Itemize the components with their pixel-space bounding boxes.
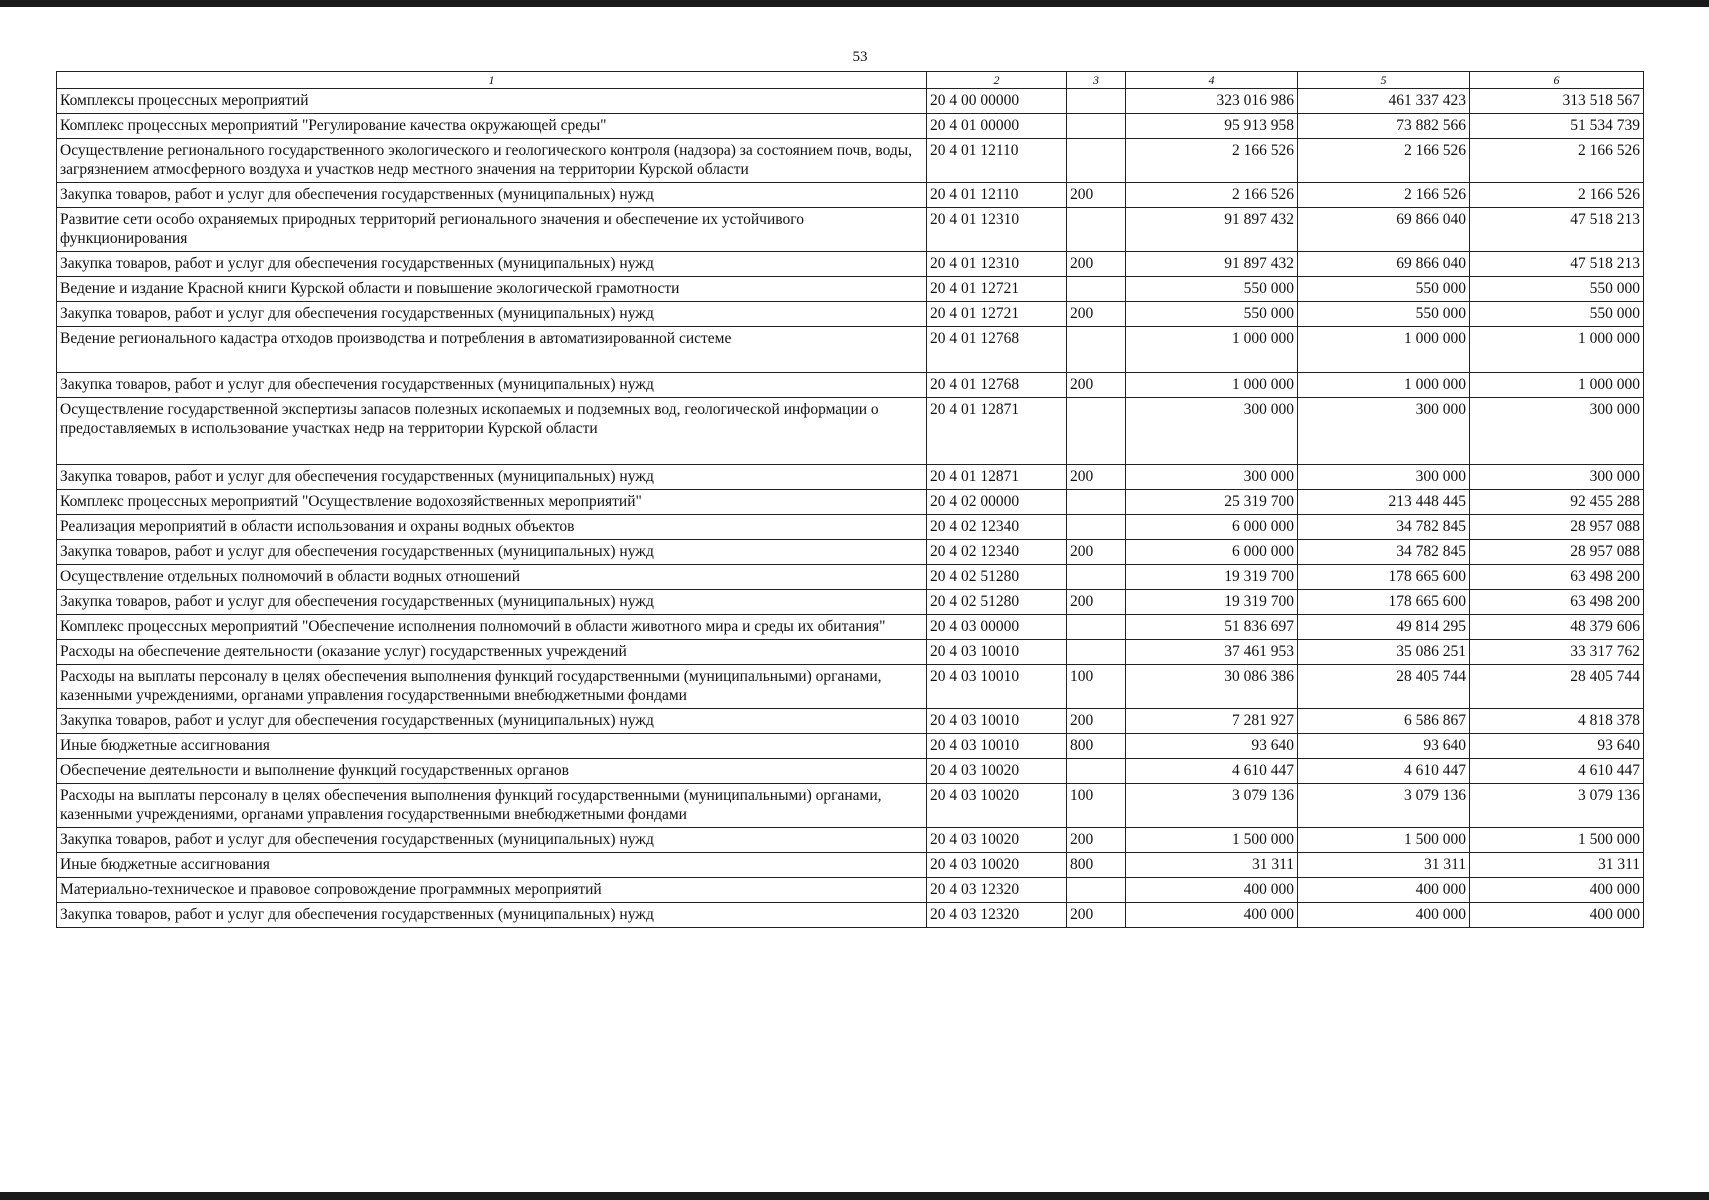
row-name-cell: Расходы на выплаты персоналу в целях обеспечения выполнения функций государственными (муниципальными) органами, казенными учреждениями, органами управления государственными внебюджетными фондами	[57, 665, 927, 709]
table-row	[57, 784, 1644, 828]
row-name-cell: Расходы на выплаты персоналу в целях обеспечения выполнения функций государственными (муниципальными) органами, казенными учреждениями, органами управления государственными внебюджетными фондами	[57, 784, 927, 828]
table-row	[57, 878, 1644, 903]
header-col-3: 3	[1067, 72, 1126, 89]
row-amount-col4-cell: 31 311	[1126, 853, 1298, 878]
row-amount-col4-cell: 25 319 700	[1126, 490, 1298, 515]
row-amount-col6-cell: 2 166 526	[1470, 183, 1644, 208]
header-col-2: 2	[927, 72, 1067, 89]
row-amount-col5-cell: 178 665 600	[1298, 590, 1470, 615]
row-amount-col5-cell: 28 405 744	[1298, 665, 1470, 709]
row-kvr-cell	[1067, 398, 1126, 465]
table-row	[57, 903, 1644, 928]
row-amount-col6-cell: 313 518 567	[1470, 89, 1644, 114]
row-amount-col4-cell: 6 000 000	[1126, 515, 1298, 540]
table-row	[57, 208, 1644, 252]
row-code-cell: 20 4 02 00000	[927, 490, 1067, 515]
row-name-cell: Комплекс процессных мероприятий "Обеспечение исполнения полномочий в области животного мира и среды их обитания"	[57, 615, 927, 640]
row-code-cell: 20 4 01 12721	[927, 277, 1067, 302]
row-code-cell: 20 4 01 12310	[927, 252, 1067, 277]
row-amount-col4-cell: 93 640	[1126, 734, 1298, 759]
row-amount-col5-cell: 73 882 566	[1298, 114, 1470, 139]
row-amount-col4-cell: 1 000 000	[1126, 327, 1298, 373]
row-kvr-cell: 200	[1067, 252, 1126, 277]
row-kvr-cell: 800	[1067, 734, 1126, 759]
row-kvr-cell: 200	[1067, 183, 1126, 208]
row-code-cell: 20 4 02 12340	[927, 540, 1067, 565]
row-code-cell: 20 4 02 51280	[927, 590, 1067, 615]
row-code-cell: 20 4 01 12721	[927, 302, 1067, 327]
row-name-cell: Ведение регионального кадастра отходов производства и потребления в автоматизированной системе	[57, 327, 927, 373]
row-name-cell: Осуществление отдельных полномочий в области водных отношений	[57, 565, 927, 590]
row-amount-col6-cell: 400 000	[1470, 878, 1644, 903]
row-amount-col4-cell: 2 166 526	[1126, 183, 1298, 208]
row-amount-col6-cell: 47 518 213	[1470, 208, 1644, 252]
row-code-cell: 20 4 01 00000	[927, 114, 1067, 139]
row-code-cell: 20 4 00 00000	[927, 89, 1067, 114]
row-amount-col4-cell: 323 016 986	[1126, 89, 1298, 114]
row-amount-col4-cell: 300 000	[1126, 398, 1298, 465]
row-code-cell: 20 4 03 10010	[927, 734, 1067, 759]
header-col-5: 5	[1298, 72, 1470, 89]
table-row	[57, 327, 1644, 373]
row-amount-col5-cell: 213 448 445	[1298, 490, 1470, 515]
row-kvr-cell	[1067, 139, 1126, 183]
header-col-1: 1	[57, 72, 927, 89]
table-row	[57, 515, 1644, 540]
row-amount-col5-cell: 550 000	[1298, 277, 1470, 302]
row-code-cell: 20 4 03 00000	[927, 615, 1067, 640]
row-kvr-cell: 200	[1067, 709, 1126, 734]
row-amount-col5-cell: 178 665 600	[1298, 565, 1470, 590]
row-code-cell: 20 4 03 10010	[927, 640, 1067, 665]
row-name-cell: Ведение и издание Красной книги Курской области и повышение экологической грамотности	[57, 277, 927, 302]
row-amount-col5-cell: 3 079 136	[1298, 784, 1470, 828]
row-kvr-cell	[1067, 208, 1126, 252]
row-amount-col4-cell: 550 000	[1126, 277, 1298, 302]
row-kvr-cell	[1067, 490, 1126, 515]
row-amount-col5-cell: 31 311	[1298, 853, 1470, 878]
scan-edge-bottom	[0, 1192, 1709, 1200]
row-code-cell: 20 4 03 12320	[927, 903, 1067, 928]
row-amount-col5-cell: 93 640	[1298, 734, 1470, 759]
row-amount-col4-cell: 19 319 700	[1126, 565, 1298, 590]
row-name-cell: Осуществление регионального государственного экологического и геологического контроля (надзора) за состоянием почв, воды, загрязнением атмосферного воздуха и участков недр местного значения на территории Курской области	[57, 139, 927, 183]
row-code-cell: 20 4 02 12340	[927, 515, 1067, 540]
table-row	[57, 640, 1644, 665]
row-amount-col4-cell: 3 079 136	[1126, 784, 1298, 828]
row-code-cell: 20 4 01 12768	[927, 373, 1067, 398]
row-kvr-cell	[1067, 565, 1126, 590]
row-amount-col6-cell: 31 311	[1470, 853, 1644, 878]
row-kvr-cell: 200	[1067, 302, 1126, 327]
row-name-cell: Закупка товаров, работ и услуг для обеспечения государственных (муниципальных) нужд	[57, 465, 927, 490]
row-kvr-cell	[1067, 277, 1126, 302]
row-amount-col4-cell: 91 897 432	[1126, 252, 1298, 277]
table-body	[57, 89, 1644, 928]
row-name-cell: Материально-техническое и правовое сопровождение программных мероприятий	[57, 878, 927, 903]
row-amount-col4-cell: 1 000 000	[1126, 373, 1298, 398]
row-amount-col4-cell: 51 836 697	[1126, 615, 1298, 640]
row-code-cell: 20 4 01 12110	[927, 183, 1067, 208]
row-amount-col5-cell: 1 000 000	[1298, 373, 1470, 398]
row-amount-col5-cell: 300 000	[1298, 398, 1470, 465]
row-kvr-cell	[1067, 615, 1126, 640]
row-amount-col5-cell: 461 337 423	[1298, 89, 1470, 114]
row-name-cell: Комплекс процессных мероприятий "Регулирование качества окружающей среды"	[57, 114, 927, 139]
row-amount-col5-cell: 4 610 447	[1298, 759, 1470, 784]
row-amount-col5-cell: 69 866 040	[1298, 208, 1470, 252]
row-kvr-cell	[1067, 89, 1126, 114]
row-kvr-cell	[1067, 114, 1126, 139]
row-amount-col6-cell: 63 498 200	[1470, 590, 1644, 615]
row-name-cell: Комплекс процессных мероприятий "Осуществление водохозяйственных мероприятий"	[57, 490, 927, 515]
row-amount-col6-cell: 4 818 378	[1470, 709, 1644, 734]
table-row	[57, 565, 1644, 590]
table-row	[57, 709, 1644, 734]
row-amount-col4-cell: 19 319 700	[1126, 590, 1298, 615]
table-header-row	[57, 72, 1644, 89]
row-amount-col5-cell: 2 166 526	[1298, 139, 1470, 183]
row-amount-col6-cell: 1 000 000	[1470, 373, 1644, 398]
table-row	[57, 490, 1644, 515]
row-amount-col6-cell: 2 166 526	[1470, 139, 1644, 183]
row-kvr-cell: 200	[1067, 465, 1126, 490]
row-code-cell: 20 4 01 12871	[927, 465, 1067, 490]
page-number: 53	[852, 49, 868, 65]
row-name-cell: Закупка товаров, работ и услуг для обеспечения государственных (муниципальных) нужд	[57, 903, 927, 928]
row-name-cell: Комплексы процессных мероприятий	[57, 89, 927, 114]
row-name-cell: Осуществление государственной экспертизы запасов полезных ископаемых и подземных вод, геологической информации о предоставляемых в использование участках недр на территории Курской области	[57, 398, 927, 465]
row-kvr-cell: 200	[1067, 590, 1126, 615]
row-kvr-cell: 100	[1067, 784, 1126, 828]
row-amount-col5-cell: 6 586 867	[1298, 709, 1470, 734]
row-amount-col6-cell: 3 079 136	[1470, 784, 1644, 828]
row-name-cell: Закупка товаров, работ и услуг для обеспечения государственных (муниципальных) нужд	[57, 183, 927, 208]
table-row	[57, 114, 1644, 139]
row-amount-col4-cell: 300 000	[1126, 465, 1298, 490]
row-code-cell: 20 4 02 51280	[927, 565, 1067, 590]
row-kvr-cell: 200	[1067, 540, 1126, 565]
table-row	[57, 465, 1644, 490]
row-amount-col4-cell: 37 461 953	[1126, 640, 1298, 665]
scan-edge-top	[0, 0, 1709, 7]
row-kvr-cell: 200	[1067, 373, 1126, 398]
row-amount-col6-cell: 51 534 739	[1470, 114, 1644, 139]
row-code-cell: 20 4 03 10010	[927, 665, 1067, 709]
row-name-cell: Закупка товаров, работ и услуг для обеспечения государственных (муниципальных) нужд	[57, 590, 927, 615]
row-amount-col4-cell: 400 000	[1126, 878, 1298, 903]
table-row	[57, 590, 1644, 615]
row-amount-col5-cell: 34 782 845	[1298, 540, 1470, 565]
row-amount-col4-cell: 1 500 000	[1126, 828, 1298, 853]
row-amount-col5-cell: 49 814 295	[1298, 615, 1470, 640]
row-amount-col5-cell: 2 166 526	[1298, 183, 1470, 208]
row-code-cell: 20 4 03 10020	[927, 853, 1067, 878]
row-code-cell: 20 4 01 12871	[927, 398, 1067, 465]
row-code-cell: 20 4 01 12110	[927, 139, 1067, 183]
row-amount-col6-cell: 300 000	[1470, 465, 1644, 490]
row-amount-col6-cell: 28 957 088	[1470, 515, 1644, 540]
row-kvr-cell: 200	[1067, 903, 1126, 928]
row-amount-col6-cell: 47 518 213	[1470, 252, 1644, 277]
row-amount-col4-cell: 550 000	[1126, 302, 1298, 327]
row-name-cell: Реализация мероприятий в области использования и охраны водных объектов	[57, 515, 927, 540]
row-amount-col5-cell: 400 000	[1298, 903, 1470, 928]
row-code-cell: 20 4 03 10020	[927, 828, 1067, 853]
row-name-cell: Закупка товаров, работ и услуг для обеспечения государственных (муниципальных) нужд	[57, 252, 927, 277]
row-code-cell: 20 4 01 12310	[927, 208, 1067, 252]
row-amount-col6-cell: 550 000	[1470, 277, 1644, 302]
row-kvr-cell	[1067, 640, 1126, 665]
row-amount-col6-cell: 48 379 606	[1470, 615, 1644, 640]
budget-table	[56, 71, 1644, 928]
table-row	[57, 252, 1644, 277]
row-amount-col4-cell: 2 166 526	[1126, 139, 1298, 183]
row-code-cell: 20 4 03 10020	[927, 759, 1067, 784]
table-row	[57, 759, 1644, 784]
row-amount-col6-cell: 1 000 000	[1470, 327, 1644, 373]
row-kvr-cell: 800	[1067, 853, 1126, 878]
row-amount-col5-cell: 300 000	[1298, 465, 1470, 490]
row-amount-col5-cell: 550 000	[1298, 302, 1470, 327]
row-amount-col6-cell: 92 455 288	[1470, 490, 1644, 515]
row-name-cell: Закупка товаров, работ и услуг для обеспечения государственных (муниципальных) нужд	[57, 373, 927, 398]
table-row	[57, 665, 1644, 709]
row-amount-col4-cell: 95 913 958	[1126, 114, 1298, 139]
row-name-cell: Закупка товаров, работ и услуг для обеспечения государственных (муниципальных) нужд	[57, 540, 927, 565]
row-name-cell: Иные бюджетные ассигнования	[57, 853, 927, 878]
row-amount-col6-cell: 550 000	[1470, 302, 1644, 327]
row-code-cell: 20 4 03 10010	[927, 709, 1067, 734]
row-amount-col5-cell: 34 782 845	[1298, 515, 1470, 540]
table-row	[57, 615, 1644, 640]
row-name-cell: Закупка товаров, работ и услуг для обеспечения государственных (муниципальных) нужд	[57, 302, 927, 327]
row-amount-col6-cell: 33 317 762	[1470, 640, 1644, 665]
row-name-cell: Обеспечение деятельности и выполнение функций государственных органов	[57, 759, 927, 784]
row-amount-col6-cell: 93 640	[1470, 734, 1644, 759]
row-amount-col4-cell: 6 000 000	[1126, 540, 1298, 565]
row-amount-col4-cell: 7 281 927	[1126, 709, 1298, 734]
table-row	[57, 398, 1644, 465]
row-amount-col6-cell: 1 500 000	[1470, 828, 1644, 853]
table-row	[57, 277, 1644, 302]
table-row	[57, 139, 1644, 183]
row-amount-col5-cell: 1 500 000	[1298, 828, 1470, 853]
row-name-cell: Расходы на обеспечение деятельности (оказание услуг) государственных учреждений	[57, 640, 927, 665]
row-amount-col6-cell: 28 957 088	[1470, 540, 1644, 565]
row-code-cell: 20 4 01 12768	[927, 327, 1067, 373]
table-row	[57, 302, 1644, 327]
row-amount-col5-cell: 1 000 000	[1298, 327, 1470, 373]
row-amount-col5-cell: 69 866 040	[1298, 252, 1470, 277]
row-name-cell: Развитие сети особо охраняемых природных территорий регионального значения и обеспечение их устойчивого функционирования	[57, 208, 927, 252]
table-row	[57, 540, 1644, 565]
row-kvr-cell: 200	[1067, 828, 1126, 853]
row-kvr-cell	[1067, 878, 1126, 903]
row-amount-col6-cell: 300 000	[1470, 398, 1644, 465]
row-name-cell: Иные бюджетные ассигнования	[57, 734, 927, 759]
row-amount-col4-cell: 91 897 432	[1126, 208, 1298, 252]
row-amount-col4-cell: 400 000	[1126, 903, 1298, 928]
row-code-cell: 20 4 03 10020	[927, 784, 1067, 828]
table-row	[57, 828, 1644, 853]
row-name-cell: Закупка товаров, работ и услуг для обеспечения государственных (муниципальных) нужд	[57, 828, 927, 853]
row-kvr-cell	[1067, 759, 1126, 784]
table-row	[57, 183, 1644, 208]
header-col-4: 4	[1126, 72, 1298, 89]
row-kvr-cell	[1067, 515, 1126, 540]
row-amount-col6-cell: 4 610 447	[1470, 759, 1644, 784]
row-amount-col6-cell: 28 405 744	[1470, 665, 1644, 709]
table-row	[57, 853, 1644, 878]
row-amount-col4-cell: 30 086 386	[1126, 665, 1298, 709]
header-col-6: 6	[1470, 72, 1644, 89]
row-amount-col6-cell: 63 498 200	[1470, 565, 1644, 590]
table-row	[57, 734, 1644, 759]
row-name-cell: Закупка товаров, работ и услуг для обеспечения государственных (муниципальных) нужд	[57, 709, 927, 734]
row-amount-col6-cell: 400 000	[1470, 903, 1644, 928]
table-row	[57, 373, 1644, 398]
row-amount-col5-cell: 400 000	[1298, 878, 1470, 903]
table-row	[57, 89, 1644, 114]
row-amount-col4-cell: 4 610 447	[1126, 759, 1298, 784]
row-kvr-cell	[1067, 327, 1126, 373]
row-kvr-cell: 100	[1067, 665, 1126, 709]
row-code-cell: 20 4 03 12320	[927, 878, 1067, 903]
row-amount-col5-cell: 35 086 251	[1298, 640, 1470, 665]
